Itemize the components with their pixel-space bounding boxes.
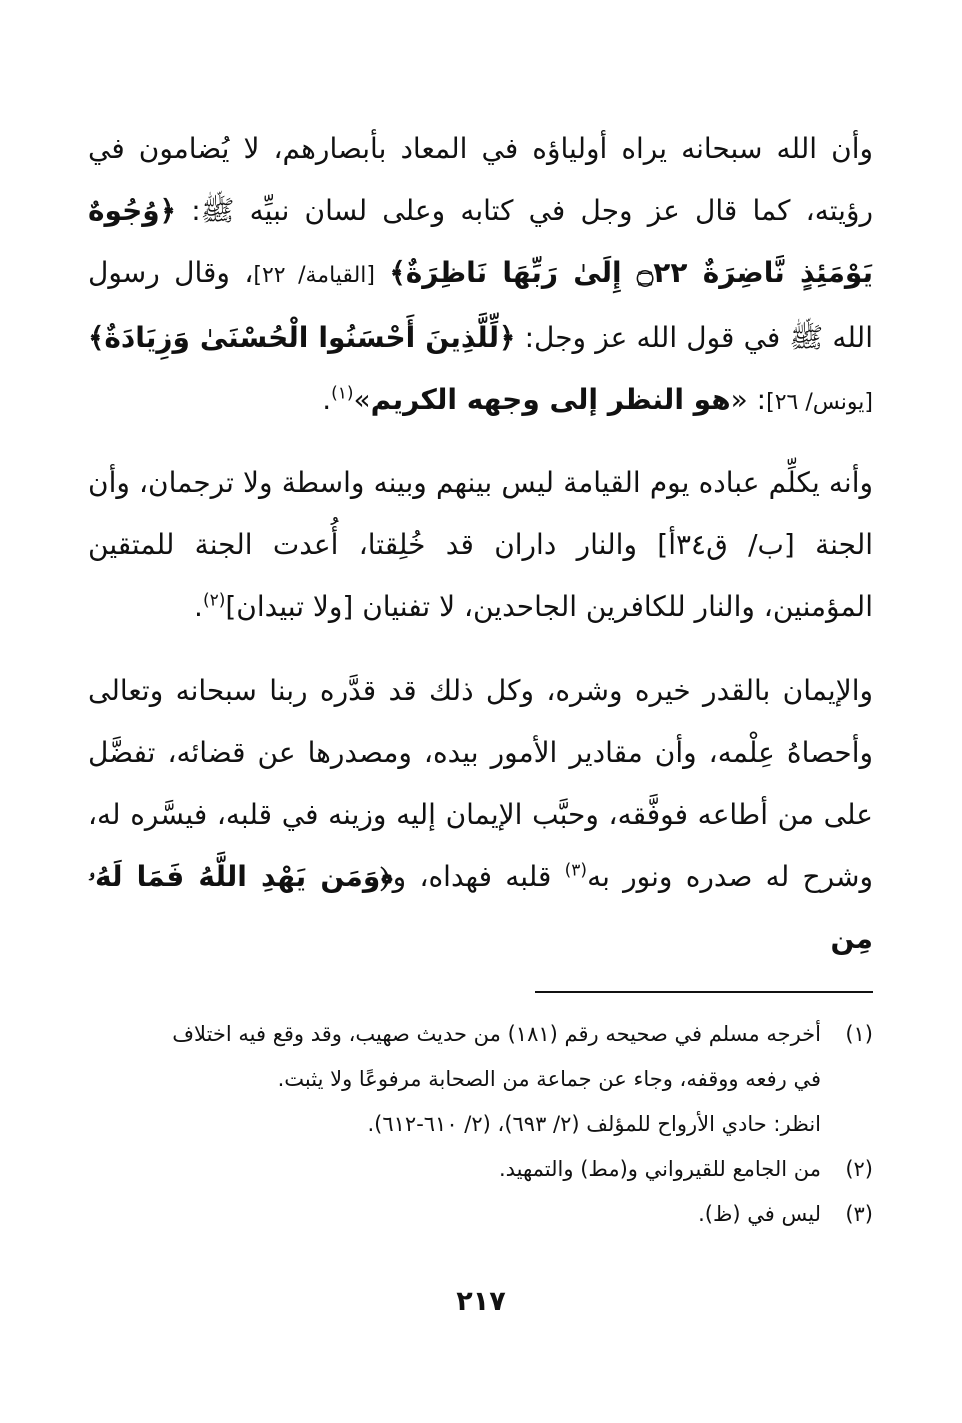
- main-text: [88, 118, 873, 992]
- text: ، وقال رسول الله ﷺ في قول الله عز وجل:: [88, 256, 873, 354]
- text: وأنه يكلِّم عباده يوم القيامة ليس بينهم وبينه واسطة ولا ترجمان، وأن الجنة: [88, 466, 874, 561]
- quran-verse: ﴿لِّلَّذِينَ أَحْسَنُوا الْحُسْنَىٰ وَزِيَادَةٌ﴾: [88, 321, 516, 354]
- footnote-marker: (٢): [202, 590, 226, 611]
- text: قلبه فهداه، و: [392, 860, 565, 893]
- text: .: [322, 383, 332, 416]
- hadith-text: هو النظر إلى وجهه الكريم: [370, 383, 731, 416]
- footnote-line: أخرجه مسلم في صحيحه رقم (١٨١) من حديث صهيب، وقد وقع فيه اختلاف: [172, 1022, 821, 1046]
- quran-verse: ﴿وُجُوهٌ يَوْمَئِذٍ نَّاضِرَةٌ ۝٢٢ إِلَىٰ رَبِّهَا نَاظِرَةٌ﴾: [88, 194, 873, 289]
- text: »: [353, 383, 371, 416]
- footnote-line: في رفعه ووقفه، وجاء عن جماعة من الصحابة مرفوعًا ولا يثبت.: [277, 1067, 821, 1091]
- footnote-number: (٢): [845, 1157, 873, 1181]
- text: : «: [730, 383, 767, 416]
- footnote-line: من الجامع للقيرواني و(مط) والتمهيد.: [498, 1157, 821, 1181]
- verse-reference: [القيامة/ ٢٢]: [253, 263, 375, 288]
- footnote: [88, 1147, 873, 1192]
- manuscript-marker: [ب/ ق٣٤أ]: [657, 528, 795, 561]
- text: والنار داران قد خُلِقتا، أُعدت الجنة للمتقين المؤمنين، والنار للكافرين الجاحدين، لا تفنيان [ولا تبيدان]: [88, 528, 873, 623]
- footnote-number: (٣): [845, 1202, 873, 1226]
- paragraph-divine-decree: [88, 660, 873, 970]
- footnote-body: [88, 1012, 821, 1147]
- footnotes: [88, 1012, 873, 1237]
- paragraph-speech-paradise: [88, 452, 873, 638]
- text: والإيمان بالقدر خيره وشره، وكل ذلك قد قدَّره ربنا سبحانه وتعالى وأحصاهُ عِلْمه، وأن مقادير الأمور بيده، ومصدرها عن قضائه، تفضَّل على من أطاعه فوفَّقه، وحبَّب الإيمان إليه وزينه في قلبه، فيسَّره له، وشرح له صدره ونور به: [88, 674, 874, 893]
- footnote: [88, 1012, 873, 1147]
- footnote-number: (١): [845, 1022, 873, 1046]
- footnote-marker: (٣): [564, 860, 588, 881]
- footnote-line: ليس في (ظ).: [698, 1202, 821, 1226]
- page-number: ٢١٧: [456, 1286, 506, 1317]
- quran-verse: ﴿وَمَن يَهْدِ اللَّهُ فَمَا لَهُۥ مِن: [88, 860, 873, 955]
- footnote-marker: (١): [331, 383, 354, 404]
- footnote-body: [88, 1147, 821, 1192]
- footnote-body: [88, 1192, 821, 1237]
- verse-reference: [يونس/ ٢٦]: [766, 390, 873, 415]
- footnote-line: انظر: حادي الأرواح للمؤلف (٢/ ٦٩٣)، (٢/ ٦١٠-٦١٢).: [367, 1112, 821, 1136]
- paragraph-beatific-vision: [88, 118, 873, 434]
- text: .: [194, 590, 203, 623]
- footnote: [88, 1192, 873, 1237]
- footnote-separator: [535, 991, 873, 993]
- text: وأن الله سبحانه يراه أولياؤه في المعاد بأبصارهم، لا يُضامون في رؤيته، كما قال عز وجل في كتابه وعلى لسان نبيِّه ﷺ:: [88, 132, 873, 227]
